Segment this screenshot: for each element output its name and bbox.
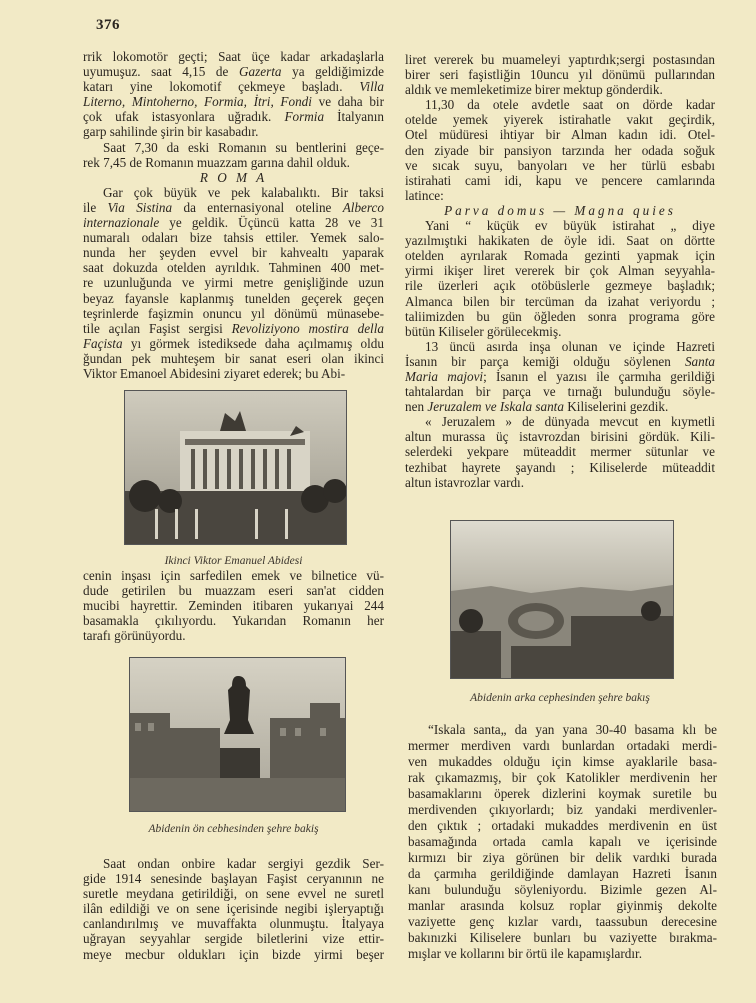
text: merdivenden çıkıyorlardı; biz yandaki merdivenler-: [408, 802, 717, 817]
text: tezhibat hayrete şayandı ; Kiliselerde müteaddit: [405, 459, 715, 475]
italic-text: Literno, Mintoherno, Formia, İtri, Fondi: [83, 94, 312, 110]
text-line: [405, 67, 715, 82]
left-column-top-text: [83, 49, 384, 381]
text-line: [405, 158, 715, 173]
text-line: [408, 898, 717, 914]
text: saat dokuzda otelden ayrıldık. Tahminen 400 met-: [83, 260, 384, 276]
text: Yani “ küçük ev büyük istirahat „ diye: [425, 218, 715, 234]
photo-caption: Abidenin ön cebhesinden şehre bakiş: [148, 823, 319, 835]
paragraph: [83, 856, 384, 962]
text-line: [405, 399, 715, 414]
text-line: [83, 64, 384, 79]
text-line: [408, 722, 717, 738]
text: ilân edildiği ve on sene içerisinde negibi işleryaptığı: [83, 901, 384, 917]
text: basamakla çıkılıyordu. Yukarıdan Romanın her: [83, 613, 384, 629]
text-line: [405, 263, 715, 278]
text-line: [83, 124, 384, 139]
text-line: [405, 248, 715, 263]
text: rek 7,45 de Romanın muazzam garına dahil olduk.: [83, 154, 350, 170]
text-line: [405, 475, 715, 490]
text-line: [83, 886, 384, 901]
text-line: [83, 568, 384, 583]
text-line: [408, 802, 717, 818]
photo-viktor-emanuel-monument: [124, 390, 347, 545]
text-line: [405, 218, 715, 233]
text: dude getirilen bu muazzam eseri san'at cidden: [83, 583, 384, 599]
text-line: [408, 786, 717, 802]
text: Kiliselerini gezdik.: [563, 399, 669, 415]
photo-city-from-monument-back: [450, 520, 674, 679]
text: basamaklarını öperek dizlerini koymak suretile bu: [408, 786, 717, 801]
text-line: [83, 49, 384, 64]
text-line: [405, 294, 715, 309]
text: basamağında ortada camla kapalı ve içerisinde: [408, 834, 717, 849]
italic-text: Villa: [359, 79, 384, 95]
text-line: [83, 306, 384, 321]
text-line: [405, 173, 715, 188]
text: İtalyanın: [324, 109, 384, 125]
text: den çıktık ; ortadaki mukaddes merdivenin en üst: [408, 818, 717, 833]
text-line: [83, 185, 384, 200]
text-line: [83, 215, 384, 230]
italic-text: Revoliziyono mostira della: [231, 320, 384, 336]
text: gide 1914 senesinde başlayan Faşist ceryanının ne: [83, 871, 384, 887]
text: uyumuşuz. saat 4,15 de: [83, 64, 239, 80]
text-line: [83, 901, 384, 916]
text: ve sıcak suyu, banyoları ve her türlü esbabı: [405, 157, 715, 173]
text: 11,30 da otele avdetle saat on dörde kadar: [425, 97, 715, 113]
section-heading: [405, 203, 715, 218]
text-line: [405, 97, 715, 112]
text-line: [405, 127, 715, 142]
right-column-bottom-text: [408, 722, 717, 962]
text: manlar arasında kolsuz roplar giyinmiş dekolte: [408, 898, 717, 913]
text: uğrayan seyyahlar sergide biletlerini vize ettir-: [83, 931, 384, 947]
text: Almanca bilen bir tercüman da izahat veriyordu ;: [405, 293, 715, 309]
section-heading: [83, 170, 384, 185]
text-line: [83, 321, 384, 336]
photo-city-from-monument-front: [129, 657, 346, 812]
text: Saat 7,30 da eski Romanın su bentlerini geçe-: [103, 139, 384, 155]
italic-text: internazionale: [83, 215, 160, 231]
text: mışlar ve kollarını bir örtü ile kapamışlardır.: [408, 946, 643, 961]
text-line: [83, 291, 384, 306]
text: taliimizden bu gün öğleden sonra programa göre: [405, 308, 715, 324]
text-line: [83, 931, 384, 946]
text: katarı yine lokomotif çekmeye başladı.: [83, 79, 360, 95]
text: rile üzerleri açık otöbüslerle gezmeye başladık;: [405, 278, 715, 294]
text-line: [83, 155, 384, 170]
text: Saat ondan onbire kadar sergiyi gezdik Ser-: [103, 856, 384, 871]
text-line: [83, 628, 384, 643]
text: yı görmek istediksede daha açılmamış oldu: [122, 335, 384, 351]
italic-text: Maria majovi: [405, 368, 484, 384]
text: 13 üncü asırda inşa olunan ve içinde Hazreti: [425, 338, 715, 354]
text: ve daha bir: [311, 94, 384, 110]
text: latince:: [405, 187, 444, 203]
italic-text: Alberco: [342, 199, 384, 215]
paragraph: [408, 722, 717, 962]
text-line: [405, 203, 715, 218]
text-line: [408, 770, 717, 786]
text-line: [405, 339, 715, 354]
text-line: [408, 738, 717, 754]
text-line: [83, 598, 384, 613]
text: R O M A: [199, 169, 268, 185]
text: re uzunluğunda ve yirmi metre genişliğinde uzun: [83, 275, 384, 291]
paragraph: [405, 52, 715, 97]
text-line: [83, 916, 384, 931]
text: meye mecbur oldukları için bizde yirmi beşer: [83, 946, 384, 962]
text: ğundan pek muhteşem bir sanat eseri olan ikinci: [83, 350, 384, 366]
text-line: [405, 384, 715, 399]
text: teşrinlerde faşizmin onuncu yıl dönümü münasebe-: [83, 305, 384, 321]
left-column-middle-text: [83, 568, 384, 643]
text-line: [408, 866, 717, 882]
page-number: 376: [96, 17, 120, 33]
text: liret vererek bu muameleyi yaptırdık;sergi postasından: [405, 52, 715, 67]
text-line: [405, 188, 715, 203]
text: ; İsanın el yazısı ile çarmıha gerildiği: [483, 368, 715, 384]
right-column-top-text: [405, 52, 715, 490]
text-line: [405, 309, 715, 324]
text: Otel müdüresi ihtiyar bir Alman kadın idi. Otel-: [405, 127, 715, 143]
text: kanı bulunduğu söyleniyordu. Bizimle gezen Al-: [408, 882, 717, 897]
italic-text: Santa: [684, 353, 715, 369]
text: nen: [405, 399, 428, 415]
photo-caption: Ikinci Viktor Emanuel Abidesi: [164, 555, 303, 567]
text: “Iskala santa„ da yan yana 30-40 basama klı be: [428, 722, 717, 737]
text: ile: [83, 199, 108, 215]
text: « Jeruzalem » de dünyada mevcut en kıymetli: [425, 414, 715, 430]
text: canlandırılmış ve muvaffakta olunmuştu. İtalyaya: [83, 916, 384, 932]
text-line: [405, 82, 715, 97]
paragraph: [83, 568, 384, 643]
paragraph: [405, 97, 715, 203]
italic-text: Parva domus — Magna quies: [444, 202, 676, 218]
text: tarafı görünüyordu.: [83, 628, 186, 644]
paragraph: [83, 140, 384, 170]
text-line: [83, 856, 384, 871]
paragraph: [83, 49, 384, 140]
text-line: [405, 112, 715, 127]
text-line: [405, 324, 715, 339]
text: otelde yemek yiyerek istirahatle vakıt geçirdik,: [405, 112, 715, 128]
text: Gar çok büyük ve pek kalabalıktı. Bir taksi: [103, 184, 384, 200]
text-line: [408, 754, 717, 770]
text-line: [83, 109, 384, 124]
text-line: [405, 354, 715, 369]
text: kırmızı bir ziya görünen bir delik vardıki burada: [408, 850, 717, 865]
text: da çarmıha gerildiğinde damlayan Hazreti İsanın: [408, 866, 717, 881]
text-line: [405, 369, 715, 384]
italic-text: Jeruzalem ve Iskala santa: [427, 399, 564, 415]
text: Viktor Emanoel Abidesini ziyaret ederek; bu Abi-: [83, 365, 346, 381]
italic-text: Façista: [83, 335, 123, 351]
paragraph: [405, 339, 715, 414]
text: vaziyette genç kızlar vardı, taassubun derecesine: [408, 914, 717, 929]
text-line: [83, 871, 384, 886]
text: ven mukaddes olduğu için kimse ayaklarile basa-: [408, 754, 717, 769]
text-line: [83, 140, 384, 155]
text: yirmi ikişer liret vererek bir çok Alman seyyahla-: [405, 263, 715, 279]
text: beyaz fayansle kaplanmış tunelden geçerek geçen: [83, 290, 384, 306]
photo-caption: Abidenin arka cephesinden şehre bakış: [470, 692, 650, 704]
text-line: [408, 834, 717, 850]
text: tahtalardan bir parça ve tırnağı bulunduğu söyle-: [405, 384, 715, 400]
text: otelden ayrılarak Romada gezinti yapmak için: [405, 248, 715, 264]
text-line: [83, 947, 384, 962]
text-line: [405, 460, 715, 475]
text: çok ufak istasyonlara uğradık.: [83, 109, 285, 125]
text-line: [408, 818, 717, 834]
text: numaralı odaları bize tahsis ettiler. Yemek salo-: [83, 230, 384, 246]
text: ya geldiğimizde: [281, 64, 384, 80]
text-line: [83, 275, 384, 290]
text: mermer merdiven vardı bunlardan ortadaki merdi-: [408, 738, 717, 753]
text-line: [83, 351, 384, 366]
text: cenin inşası için sarfedilen emek ve bilnetice vü-: [83, 568, 384, 583]
text: aldık ve memleketimize birer mektup gönderdik.: [405, 82, 663, 98]
text: ye geldik. Üçüncü katta 28 ve 31: [159, 215, 384, 231]
paragraph: [405, 414, 715, 489]
text-line: [83, 200, 384, 215]
text-line: [83, 366, 384, 381]
text: den ziyade bir pansiyon tarzında her odada soğuk: [405, 142, 715, 158]
italic-text: Formia: [284, 109, 325, 125]
paragraph: [83, 185, 384, 381]
text-line: [83, 230, 384, 245]
text: yazılmıştıki hakikaten de öyle idi. Saat on dörtte: [405, 233, 715, 249]
text: altun murassa üç istavrozdan birisini gördük. Kili-: [405, 429, 715, 445]
text-line: [83, 583, 384, 598]
paragraph: [405, 218, 715, 339]
text: selerdeki yekpare müteaddit mermer sütunlar ve: [405, 444, 715, 460]
text: istirahati cami idi, kapu ve pencere camlarında: [405, 172, 715, 188]
text: altun istavrozlar vardı.: [405, 474, 525, 490]
text-line: [408, 930, 717, 946]
italic-text: Via Sistina: [107, 199, 173, 215]
text-line: [405, 429, 715, 444]
text-line: [408, 914, 717, 930]
text-line: [83, 170, 384, 185]
text: İsanın bir parça kemiği olduğu söylenen: [405, 353, 685, 369]
text: da enternasiyonal oteline: [172, 199, 343, 215]
text-line: [405, 233, 715, 248]
text-line: [83, 79, 384, 94]
text-line: [405, 278, 715, 293]
text: birer seri faşistliğin 10uncu yıl dönümü pullarından: [405, 67, 715, 83]
text-line: [83, 94, 384, 109]
text-line: [408, 882, 717, 898]
text-line: [405, 143, 715, 158]
text-line: [83, 260, 384, 275]
text-line: [405, 52, 715, 67]
text-line: [408, 946, 717, 962]
text: mucibi hayrettir. Zeminden itibaren yukarıyai 244: [83, 598, 384, 614]
left-column-bottom-text: [83, 856, 384, 962]
text-line: [405, 414, 715, 429]
text-line: [83, 336, 384, 351]
text-line: [83, 613, 384, 628]
text: bütün Kiliseler görülecekmiş.: [405, 323, 562, 339]
text: garp sahilinde şirin bir kasabadır.: [83, 124, 259, 140]
text-line: [408, 850, 717, 866]
text: suretle meydana getirildiği, on sene evvel ne suretl: [83, 886, 384, 902]
text-line: [83, 245, 384, 260]
text: bakınızki Kiliselere bunları bu vaziyette bırakma-: [408, 930, 717, 945]
text: nunda her şeyden evvel bir kahvealtı yaparak: [83, 245, 384, 261]
italic-text: Gazerta: [238, 64, 282, 80]
text: rak çıkamazmış, bir çok Katolikler merdivenin her: [408, 770, 717, 785]
text-line: [405, 444, 715, 459]
text: rrik lokomotör geçti; Saat üçe kadar arkadaşlarla: [83, 49, 384, 64]
text: tile açılan Faşist sergisi: [83, 320, 232, 336]
